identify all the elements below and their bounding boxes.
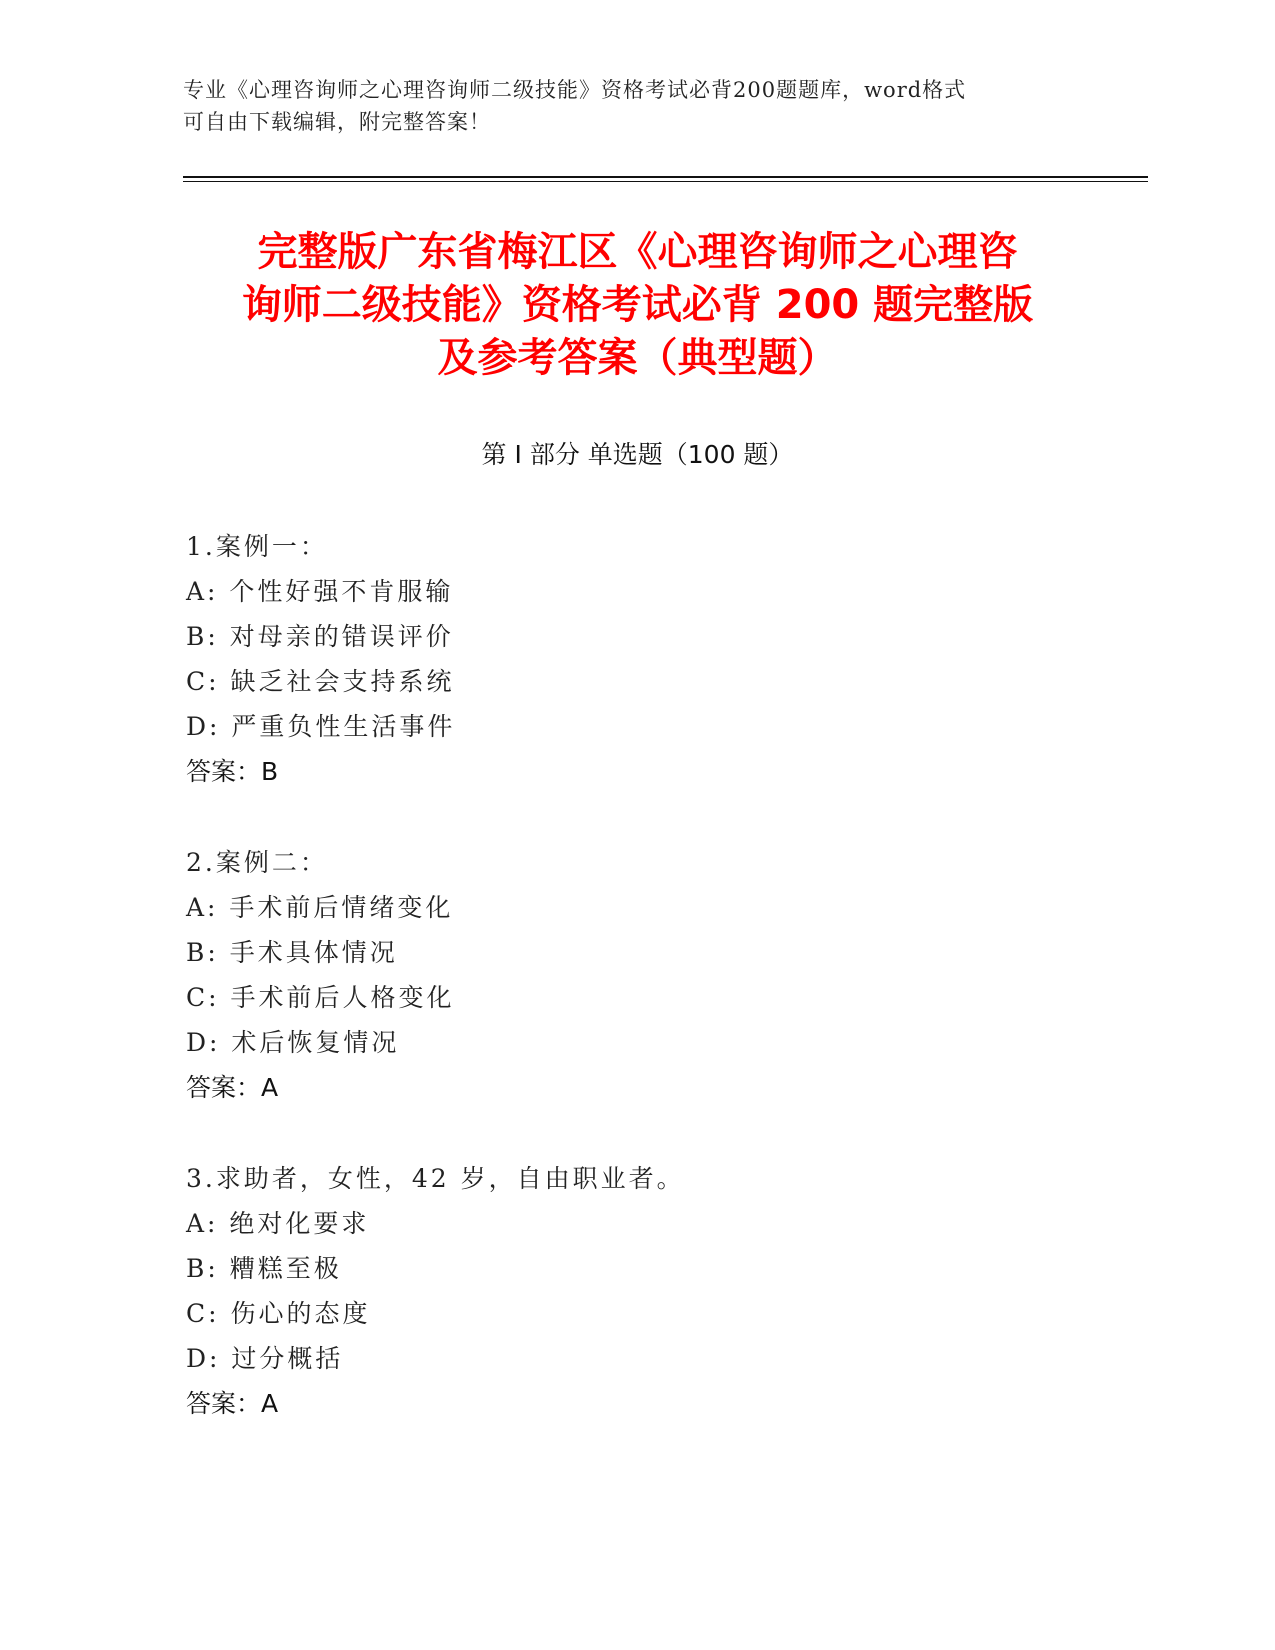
answer-key: 答案：B	[186, 757, 279, 786]
question-item	[186, 1156, 1086, 1426]
option-a: A: 个性好强不肯服输	[186, 577, 454, 606]
header-note	[183, 74, 1063, 138]
question-item	[186, 524, 1086, 794]
answer-key: 答案：A	[186, 1389, 279, 1418]
option-b: B: 手术具体情况	[186, 938, 398, 967]
document-title-line: 询师二级技能》资格考试必背 200 题完整版	[241, 282, 1034, 328]
document-title-line: 完整版广东省梅江区《心理咨询师之心理咨	[257, 229, 1018, 275]
header-note-line: 专业《心理咨询师之心理咨询师二级技能》资格考试必背200题题库，word格式	[183, 78, 967, 102]
header-note-line: 可自由下载编辑，附完整答案！	[183, 110, 491, 134]
option-d: D: 术后恢复情况	[186, 1028, 400, 1057]
option-b: B: 对母亲的错误评价	[186, 622, 454, 651]
header-divider-thin	[183, 181, 1148, 182]
question-stem: 2.案例二：	[186, 848, 328, 877]
document-title	[160, 226, 1115, 385]
option-c: C: 伤心的态度	[186, 1299, 371, 1328]
section-title: 第 I 部分 单选题（100 题）	[481, 440, 794, 469]
option-d: D: 过分概括	[186, 1344, 344, 1373]
option-a: A: 绝对化要求	[186, 1209, 370, 1238]
option-d: D: 严重负性生活事件	[186, 712, 456, 741]
question-list	[186, 524, 1086, 1472]
question-stem: 1.案例一：	[186, 532, 328, 561]
question-stem: 3.求助者，女性，42 岁，自由职业者。	[186, 1164, 685, 1193]
option-a: A: 手术前后情绪变化	[186, 893, 454, 922]
document-title-line: 及参考答案（典型题）	[437, 335, 838, 381]
option-b: B: 糟糕至极	[186, 1254, 342, 1283]
question-item	[186, 840, 1086, 1110]
answer-key: 答案：A	[186, 1073, 279, 1102]
option-c: C: 缺乏社会支持系统	[186, 667, 455, 696]
option-c: C: 手术前后人格变化	[186, 983, 455, 1012]
header-divider-thick	[183, 176, 1148, 178]
